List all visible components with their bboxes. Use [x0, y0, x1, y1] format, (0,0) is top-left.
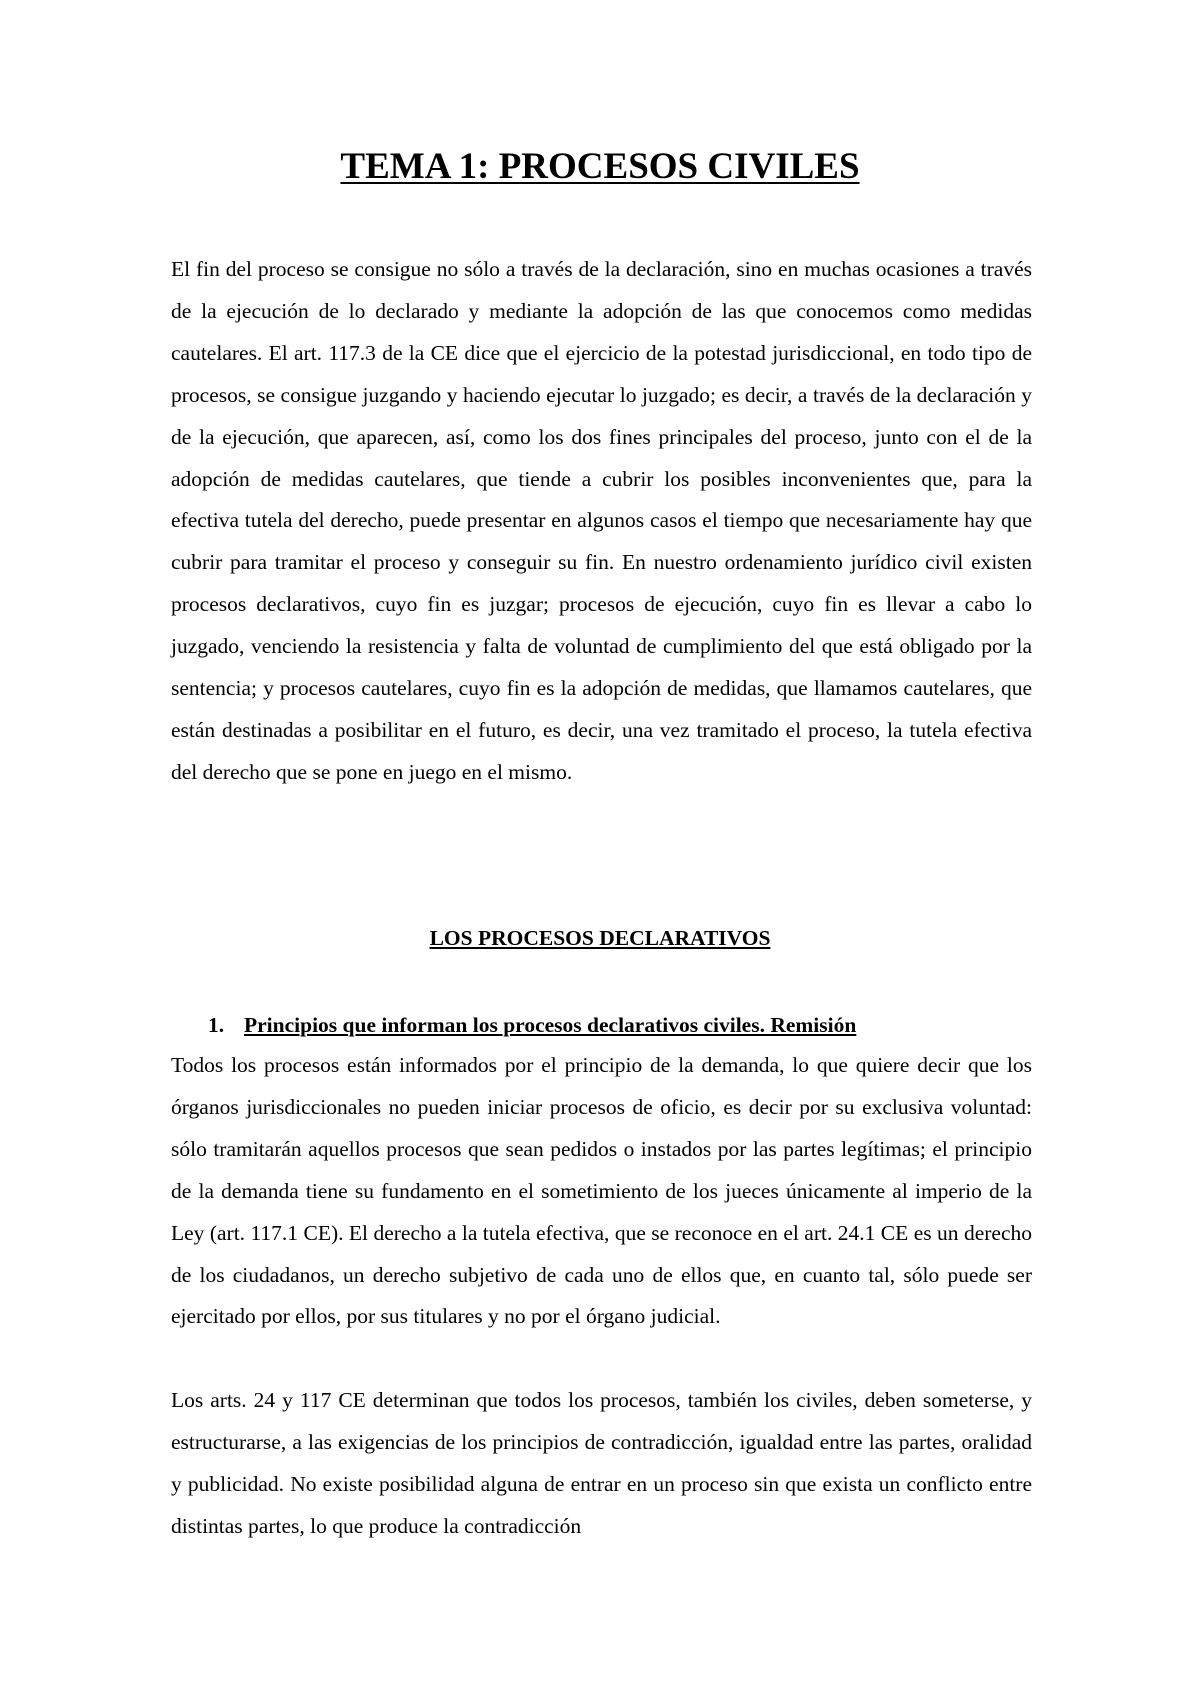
subsection-title: Principios que informan los procesos declarativos civiles. Remisión: [244, 1013, 857, 1037]
subsection-number: 1.: [208, 1013, 225, 1037]
paragraph-principios-constitucionales: Los arts. 24 y 117 CE determinan que todos los procesos, también los civiles, deben someterse, y estructurarse, a las exigencias de los principios de contradicción, igualdad entre las partes, oralidad y publicidad. No existe posibilidad alguna de entrar en un proceso sin que exista un conflicto entre distintas partes, lo que produce la contradicción: [171, 1388, 1032, 1538]
subsection-heading: [208, 1009, 1028, 1041]
paragraph-principio-demanda: Todos los procesos están informados por el principio de la demanda, lo que quiere decir que los órganos jurisdiccionales no pueden iniciar procesos de oficio, es decir por su exclusiva voluntad: sólo tramitarán aquellos procesos que sean pedidos o instados por las partes legítimas; el principio de la demanda tiene su fundamento en el sometimiento de los jueces únicamente al imperio de la Ley (art. 117.1 CE). El derecho a la tutela efectiva, que se reconoce en el art. 24.1 CE es un derecho de los ciudadanos, un derecho subjetivo de cada uno de ellos que, en cuanto tal, sólo puede ser ejercitado por ellos, por sus titulares y no por el órgano judicial.: [171, 1053, 1032, 1329]
intro-paragraph: El fin del proceso se consigue no sólo a través de la declaración, sino en muchas ocasiones a través de la ejecución de lo declarado y mediante la adopción de las que conocemos como medidas cautelares. El art. 117.3 de la CE dice que el ejercicio de la potestad jurisdiccional, en todo tipo de procesos, se consigue juzgando y haciendo ejecutar lo juzgado; es decir, a través de la declaración y de la ejecución, que aparecen, así, como los dos fines principales del proceso, junto con el de la adopción de medidas cautelares, que tiende a cubrir los posibles inconvenientes que, para la efectiva tutela del derecho, puede presentar en algunos casos el tiempo que necesariamente hay que cubrir para tramitar el proceso y conseguir su fin. En nuestro ordenamiento jurídico civil existen procesos declarativos, cuyo fin es juzgar; procesos de ejecución, cuyo fin es llevar a cabo lo juzgado, venciendo la resistencia y falta de voluntad de cumplimiento del que está obligado por la sentencia; y procesos cautelares, cuyo fin es la adopción de medidas, que llamamos cautelares, que están destinadas a posibilitar en el futuro, es decir, una vez tramitado el proceso, la tutela efectiva del derecho que se pone en juego en el mismo.: [171, 257, 1032, 784]
section-heading: LOS PROCESOS DECLARATIVOS: [429, 926, 771, 950]
page-title: TEMA 1: PROCESOS CIVILES: [340, 146, 860, 187]
